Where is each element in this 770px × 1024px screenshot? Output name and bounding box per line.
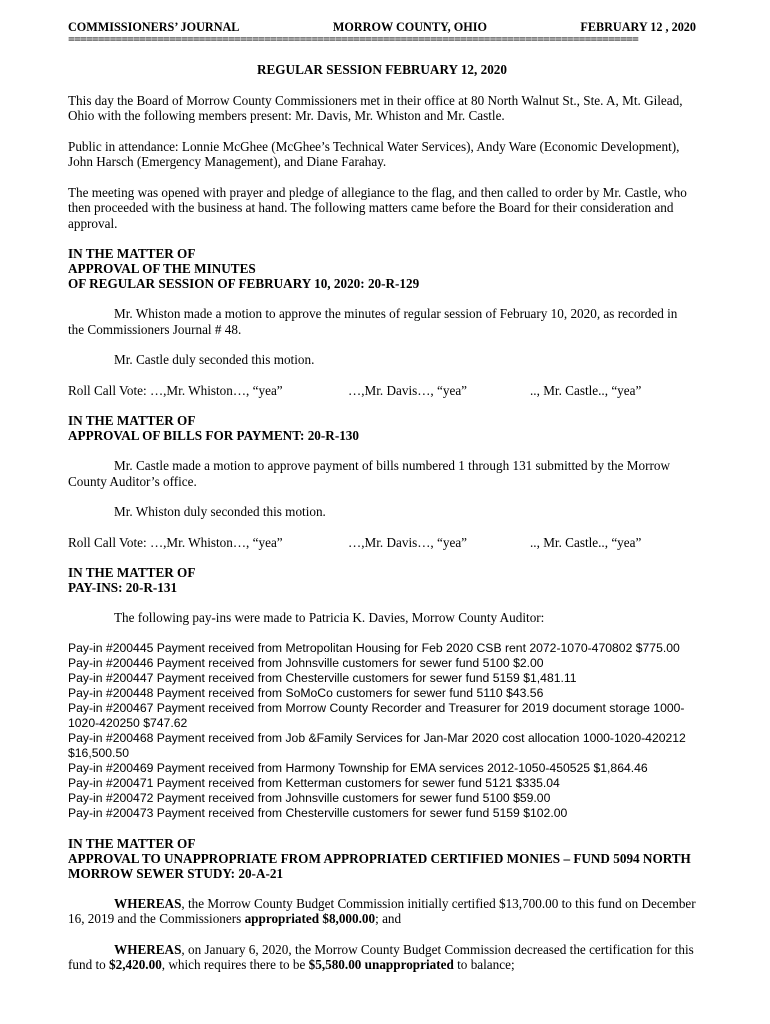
- journal-date: FEBRUARY 12 , 2020: [580, 20, 696, 34]
- bills-roll-call: [68, 535, 696, 551]
- payin-item: Pay-in #200445 Payment received from Metropolitan Housing for Feb 2020 CSB rent 2072-1070-470802 $775.00: [68, 640, 680, 655]
- whereas-label: WHEREAS: [114, 941, 182, 957]
- payin-item: Pay-in #200468 Payment received from Job &Family Services for Jan-Mar 2020 cost allocation 1000-1020-420212 $16,500.50: [68, 730, 686, 760]
- minutes-motion: Mr. Whiston made a motion to approve the minutes of regular session of February 10, 2020, as recorded in the Commissioners Journal # 48.: [68, 306, 678, 337]
- journal-header: [68, 20, 696, 34]
- roll-call-castle: .., Mr. Castle.., “yea”: [530, 382, 642, 398]
- whereas-text: to balance;: [453, 957, 515, 972]
- matter-heading-line: IN THE MATTER OF: [68, 835, 196, 851]
- roll-call-whiston: Roll Call Vote: …,Mr. Whiston…, “yea”: [68, 534, 283, 550]
- payins-list: [68, 641, 696, 821]
- session-title: REGULAR SESSION FEBRUARY 12, 2020: [256, 62, 507, 77]
- bills-motion: Mr. Castle made a motion to approve payment of bills numbered 1 through 131 submitted by the Morrow County Auditor’s office.: [68, 458, 670, 489]
- payin-item: Pay-in #200467 Payment received from Morrow County Recorder and Treasurer for 2019 document storage 1000-1020-420250 $747.62: [68, 700, 685, 730]
- journal-name: COMMISSIONERS’ JOURNAL: [68, 20, 240, 34]
- whereas-text: ; and: [375, 911, 402, 926]
- payin-item: Pay-in #200472 Payment received from Johnsville customers for sewer fund 5100 $59.00: [68, 790, 551, 805]
- header-rule: ================================================================================================: [68, 35, 639, 44]
- roll-call-castle: .., Mr. Castle.., “yea”: [530, 534, 642, 550]
- matter-heading-line: IN THE MATTER OF: [68, 246, 196, 261]
- opening-paragraph: The meeting was opened with prayer and pledge of allegiance to the flag, and then called to order by Mr. Castle, who then proceeded with the business at hand. The following matters came before the Board for their consideration and approval.: [68, 184, 687, 231]
- whereas-decreased-paragraph: [68, 942, 696, 973]
- matter-heading-line: APPROVAL OF BILLS FOR PAYMENT: 20-R-130: [68, 428, 359, 443]
- minutes-roll-call: [68, 383, 696, 399]
- matter-heading-line: APPROVAL TO UNAPPROPRIATE FROM APPROPRIATED CERTIFIED MONIES – FUND 5094 NORTH MORROW SEWER STUDY: 20-A-21: [68, 850, 691, 881]
- matter-heading-line: APPROVAL OF THE MINUTES: [68, 261, 256, 276]
- payin-item: Pay-in #200448 Payment received from SoMoCo customers for sewer fund 5110 $43.56: [68, 685, 544, 700]
- unappropriated-amount: $5,580.00 unappropriated: [308, 957, 454, 972]
- payin-item: Pay-in #200471 Payment received from Ketterman customers for sewer fund 5121 $335.04: [68, 775, 560, 790]
- matter-heading-line: PAY-INS: 20-R-131: [68, 580, 178, 595]
- matter-heading-bills: [68, 413, 696, 443]
- minutes-second: Mr. Castle duly seconded this motion.: [114, 352, 315, 367]
- appropriated-amount: appropriated $8,000.00: [244, 911, 376, 926]
- matter-heading-unappropriate: [68, 836, 696, 881]
- attendance-paragraph: This day the Board of Morrow County Commissioners met in their office at 80 North Walnut St., Ste. A, Mt. Gilead, Ohio with the following members present: Mr. Davis, Mr. Whiston and Mr. Castle.: [68, 92, 683, 123]
- whereas-text: , on January 6, 2020, the Morrow County Budget Commission decreased the certification for this fund to: [68, 941, 694, 972]
- matter-heading-minutes: [68, 246, 696, 291]
- bills-second: Mr. Whiston duly seconded this motion.: [114, 504, 326, 519]
- whereas-label: WHEREAS: [114, 895, 182, 911]
- payin-item: Pay-in #200446 Payment received from Johnsville customers for sewer fund 5100 $2.00: [68, 655, 544, 670]
- matter-heading-line: IN THE MATTER OF: [68, 565, 196, 580]
- matter-heading-line: IN THE MATTER OF: [68, 413, 196, 428]
- roll-call-davis: …,Mr. Davis…, “yea”: [348, 534, 468, 550]
- roll-call-davis: …,Mr. Davis…, “yea”: [348, 382, 468, 398]
- payin-item: Pay-in #200469 Payment received from Harmony Township for EMA services 2012-1050-450525 $1,864.46: [68, 760, 648, 775]
- roll-call-whiston: Roll Call Vote: …,Mr. Whiston…, “yea”: [68, 382, 283, 398]
- whereas-certified-paragraph: [68, 896, 696, 927]
- county-name: MORROW COUNTY, OHIO: [332, 20, 487, 34]
- matter-heading-payins: [68, 565, 696, 595]
- payin-item: Pay-in #200473 Payment received from Chesterville customers for sewer fund 5159 $102.00: [68, 805, 568, 820]
- whereas-text: , which requires there to be: [161, 957, 309, 972]
- payin-item: Pay-in #200447 Payment received from Chesterville customers for sewer fund 5159 $1,481.11: [68, 670, 577, 685]
- public-attendance-paragraph: Public in attendance: Lonnie McGhee (McGhee’s Technical Water Services), Andy Ware (Economic Development), John Harsch (Emergency Management), and Diane Farahay.: [68, 138, 680, 169]
- whereas-text: , the Morrow County Budget Commission initially certified $13,700.00 to this fund on December 16, 2019 and the Commissioners: [68, 895, 696, 926]
- payins-intro: The following pay-ins were made to Patricia K. Davies, Morrow County Auditor:: [114, 610, 545, 625]
- journal-page: [68, 20, 696, 973]
- certification-amount: $2,420.00: [109, 957, 162, 972]
- matter-heading-line: OF REGULAR SESSION OF FEBRUARY 10, 2020: 20-R-129: [68, 276, 420, 291]
